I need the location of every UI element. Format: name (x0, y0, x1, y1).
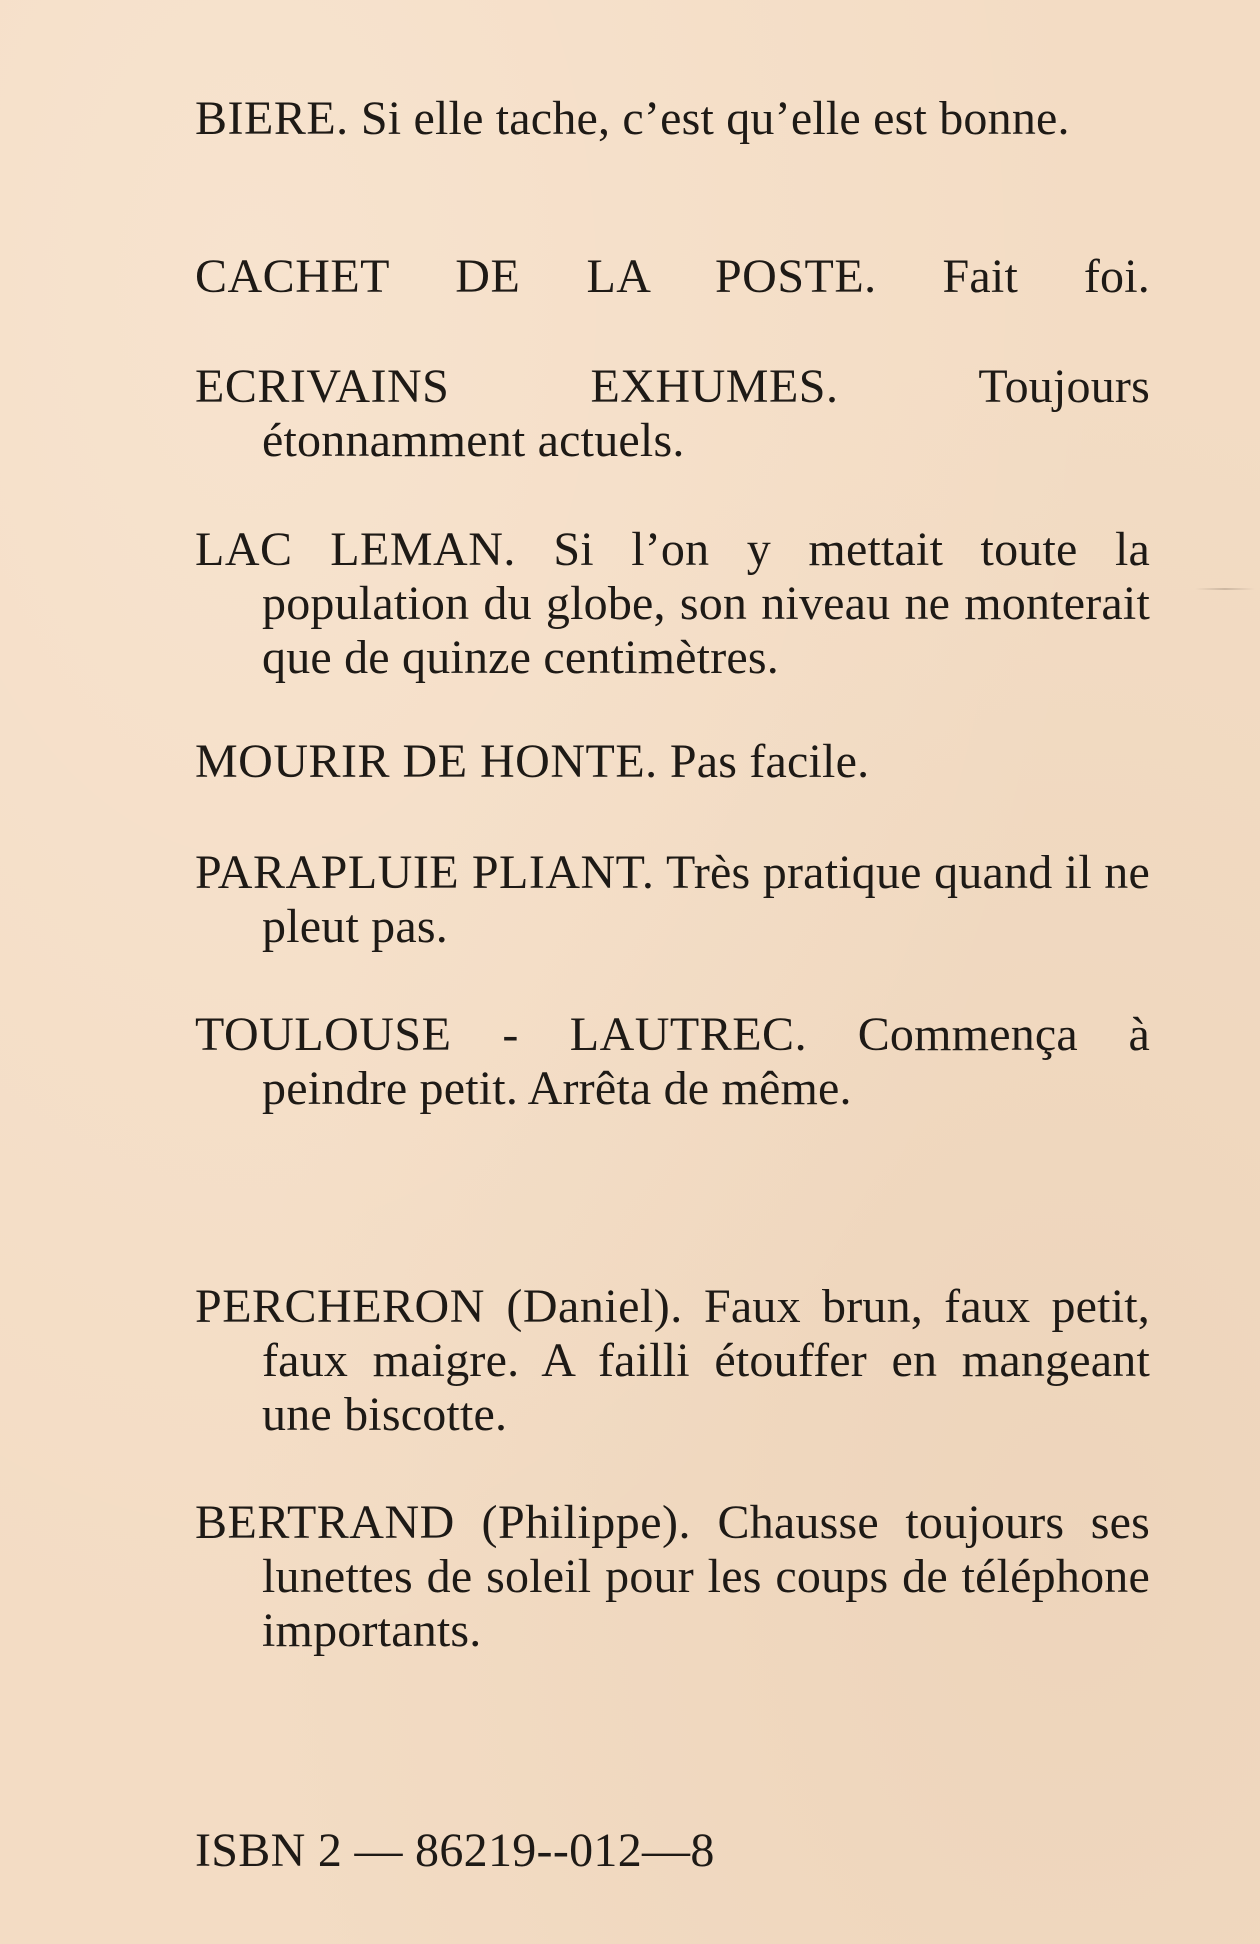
entry-headword: MOURIR DE HONTE. (195, 735, 658, 788)
entry-definition: Si elle tache, c’est qu’elle est bonne. (360, 92, 1070, 145)
entry-definition: Si l’on y mettait toute la population du globe, son niveau ne monterait que de quinze centimètres. (262, 523, 1150, 684)
entry-mourir-de-honte (195, 735, 1150, 789)
entry-parapluie-pliant (195, 846, 1150, 954)
entry-biere (195, 92, 1150, 146)
entry-headword: ECRIVAINS EXHUMES. (195, 360, 839, 413)
entry-headword: BERTRAND (Philippe). (195, 1496, 692, 1549)
entry-toulouse-lautrec (195, 1008, 1150, 1116)
entry-definition: Faux brun, faux petit, faux maigre. A failli étouffer en mangeant une biscotte. (262, 1280, 1150, 1441)
paper-crease (1195, 588, 1255, 590)
entry-headword: PERCHERON (Daniel). (195, 1280, 683, 1333)
entry-definition: Pas facile. (669, 735, 870, 788)
entry-definition: Toujours étonnamment actuels. (262, 360, 1150, 467)
entry-headword: CACHET DE LA POSTE. (195, 250, 877, 303)
entry-lac-leman (195, 523, 1150, 685)
entry-definition: Commença à peindre petit. Arrêta de même. (262, 1008, 1151, 1115)
entry-definition: Très pratique quand il ne pleut pas. (262, 846, 1150, 953)
entry-bertrand (195, 1496, 1150, 1658)
entry-cachet-de-la-poste (195, 250, 1150, 304)
entry-headword: PARAPLUIE PLIANT. (195, 846, 655, 899)
entry-headword: LAC LEMAN. (195, 523, 516, 576)
entry-percheron (195, 1280, 1150, 1442)
entry-definition: Chausse toujours ses lunettes de soleil pour les coups de téléphone importants. (262, 1496, 1150, 1657)
isbn-number: ISBN 2 — 86219--012—8 (195, 1824, 715, 1877)
entry-ecrivains-exhumes (195, 360, 1150, 468)
entry-headword: TOULOUSE - LAUTREC. (195, 1008, 808, 1061)
entry-definition: Fait foi. (942, 250, 1150, 303)
entry-headword: BIERE. (195, 92, 349, 145)
